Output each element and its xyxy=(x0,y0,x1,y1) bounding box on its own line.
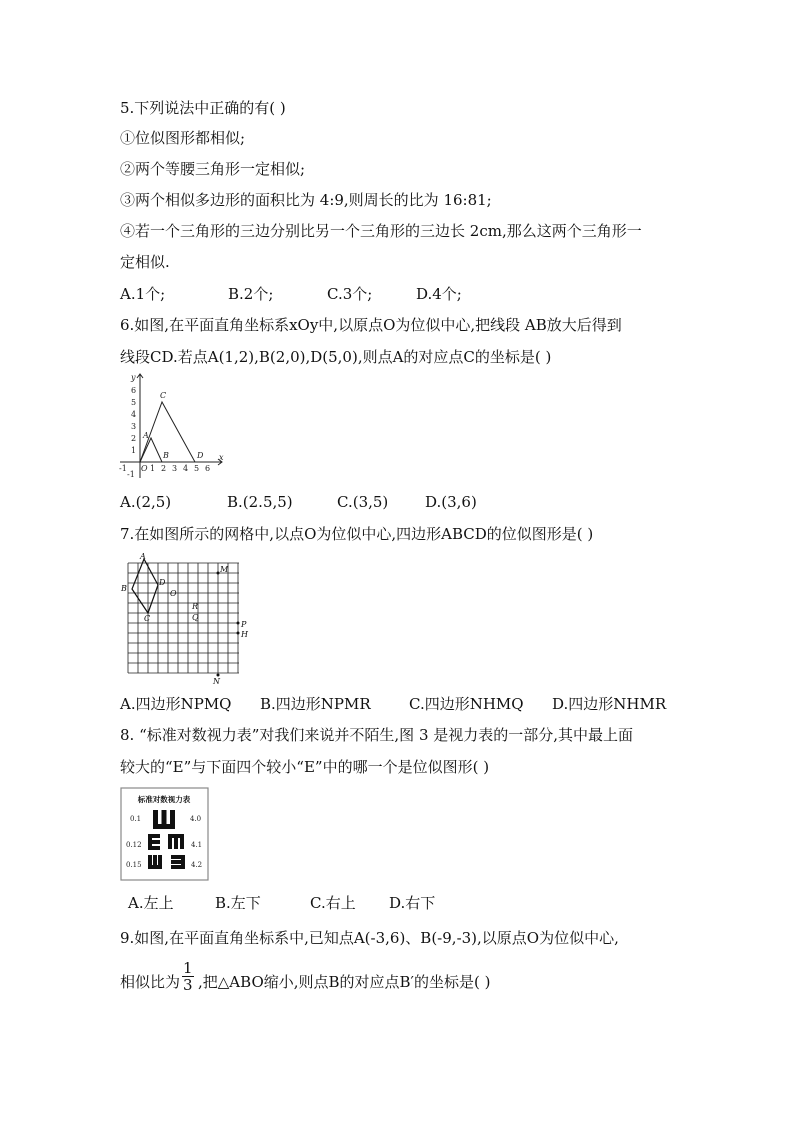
label-c: C xyxy=(144,614,151,623)
q5-stem: 5.下列说法中正确的有( ) xyxy=(120,99,286,117)
q5-statement-2: ②两个等腰三角形一定相似; xyxy=(120,160,306,178)
q5-option-c: C.3个; xyxy=(327,285,373,303)
lower-right-small-e xyxy=(171,855,185,869)
y-tick-label: -1 xyxy=(127,470,135,479)
q6-stem: 6.如图,在平面直角坐标系xOy中,以原点O为位似中心,把线段 AB放大后得到 xyxy=(120,316,622,334)
upper-right-small-e xyxy=(168,834,184,849)
y-tick-label: 1 xyxy=(131,446,137,455)
q8-stem-cont: 较大的“E”与下面四个较小“E”中的哪一个是位似图形( ) xyxy=(120,758,490,776)
q6-y-tick-labels xyxy=(127,386,136,479)
q8-stem: 8. “标准对数视力表”对我们来说并不陌生,图 3 是视力表的一部分,其中最上面 xyxy=(120,726,634,744)
label-a: A xyxy=(140,553,146,561)
q8-option-b: B.左下 xyxy=(215,894,261,912)
lower-left-small-e xyxy=(148,855,162,869)
point-a-label: A xyxy=(143,431,149,440)
q6-stem-cont: 线段CD.若点A(1,2),B(2,0),D(5,0),则点A的对应点C的坐标是( ) xyxy=(120,348,552,366)
row3-left-label: 0.15 xyxy=(126,861,142,869)
row1-right-label: 4.0 xyxy=(190,815,202,823)
label-r: R xyxy=(192,602,199,611)
q5-option-a: A.1个; xyxy=(120,285,166,303)
y-tick-label: 3 xyxy=(131,422,137,431)
q9-stem: 9.如图,在平面直角坐标系中,已知点A(-3,6)、B(-9,-3),以原点O为位似中心, xyxy=(120,929,619,947)
q8-vision-chart xyxy=(119,786,211,883)
large-e-symbol xyxy=(153,810,175,829)
q9-stem-cont: ,把△ABO缩小,则点B的对应点B′的坐标是( ) xyxy=(198,973,491,991)
q6-option-c: C.(3,5) xyxy=(337,493,389,511)
q8-option-a: A.左上 xyxy=(128,894,174,912)
q6-option-a: A.(2,5) xyxy=(120,493,172,511)
q6-option-b: B.(2.5,5) xyxy=(227,493,293,511)
q7-grid-figure xyxy=(118,553,258,688)
q9-ratio-fraction xyxy=(182,960,194,993)
q7-option-a: A.四边形NPMQ xyxy=(120,695,232,713)
x-tick-label: 1 xyxy=(150,464,156,473)
label-h: H xyxy=(241,630,248,639)
y-tick-label: 4 xyxy=(131,410,137,419)
row3-right-label: 4.2 xyxy=(191,861,203,869)
x-tick-label: 6 xyxy=(205,464,211,473)
upper-left-small-e xyxy=(148,834,160,850)
chart-title: 标准对数视力表 xyxy=(137,795,191,804)
axis-y-label: y xyxy=(131,373,136,382)
row1-left-label: 0.1 xyxy=(130,815,142,823)
q6-coordinate-figure xyxy=(118,370,228,480)
q6-option-d: D.(3,6) xyxy=(425,493,477,511)
q8-option-d: D.右下 xyxy=(389,894,436,912)
q5-statement-4-cont: 定相似. xyxy=(120,253,170,271)
q9-ratio-prefix: 相似比为 xyxy=(120,973,181,991)
q7-option-b: B.四边形NPMR xyxy=(260,695,371,713)
label-d: D xyxy=(159,578,166,587)
label-q: Q xyxy=(192,613,199,622)
label-p: P xyxy=(241,620,247,629)
q7-stem: 7.在如图所示的网格中,以点O为位似中心,四边形ABCD的位似图形是( ) xyxy=(120,525,594,543)
x-tick-label: -1 xyxy=(119,464,127,473)
origin-label: O xyxy=(141,464,148,473)
q5-statement-4: ④若一个三角形的三边分别比另一个三角形的三边长 2cm,那么这两个三角形一 xyxy=(120,222,642,240)
label-b: B xyxy=(121,584,127,593)
y-tick-label: 2 xyxy=(131,434,137,443)
q5-statement-1: ①位似图形都相似; xyxy=(120,129,246,147)
x-tick-label: 2 xyxy=(161,464,167,473)
x-tick-label: 3 xyxy=(172,464,178,473)
y-tick-label: 6 xyxy=(131,386,137,395)
point-c-label: C xyxy=(160,391,167,400)
q5-statement-3: ③两个相似多边形的面积比为 4:9,则周长的比为 16:81; xyxy=(120,191,492,209)
row2-right-label: 4.1 xyxy=(191,841,203,849)
q7-option-c: C.四边形NHMQ xyxy=(409,695,524,713)
fraction-denominator: 3 xyxy=(183,976,193,994)
q7-option-d: D.四边形NHMR xyxy=(552,695,667,713)
point-d-label: D xyxy=(197,451,204,460)
quadrilateral-abcd xyxy=(132,559,158,613)
y-tick-label: 5 xyxy=(131,398,137,407)
q5-option-d: D.4个; xyxy=(416,285,462,303)
label-o: O xyxy=(170,589,177,598)
point-b-label: B xyxy=(163,451,169,460)
x-tick-label: 4 xyxy=(183,464,189,473)
label-m: M xyxy=(220,565,229,574)
fraction-numerator: 1 xyxy=(183,959,193,977)
x-tick-label: 5 xyxy=(194,464,200,473)
label-n: N xyxy=(213,677,220,686)
row2-left-label: 0.12 xyxy=(126,841,142,849)
axis-x-label: x xyxy=(219,453,224,462)
q8-option-c: C.右上 xyxy=(310,894,356,912)
q5-option-b: B.2个; xyxy=(228,285,274,303)
